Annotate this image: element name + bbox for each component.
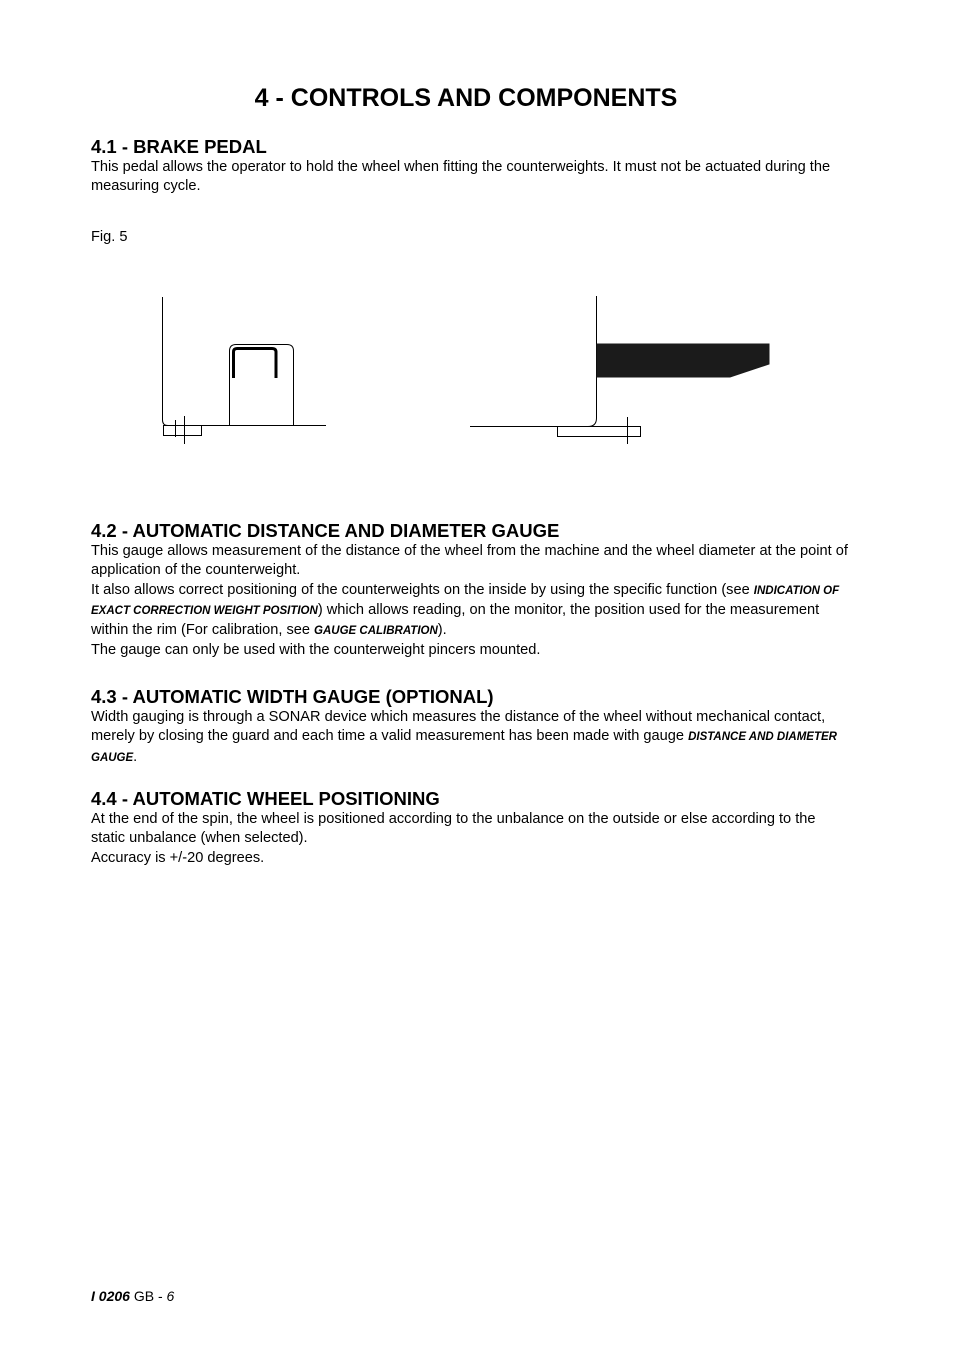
pedal-side-view: [163, 297, 327, 444]
section-distance-diameter-gauge: [91, 520, 851, 661]
section-body: This pedal allows the operator to hold the wheel when fitting the counterweights. It must not be actuated during the measuring cycle.: [91, 159, 831, 195]
section-paragraph: [91, 708, 851, 768]
cross-reference: INDICATION OF EXACT CORRECTION WEIGHT POSITION: [91, 584, 840, 617]
cross-reference: GAUGE CALIBRATION: [314, 625, 438, 638]
section-wheel-positioning: [91, 788, 851, 868]
page-number: 6: [166, 1288, 175, 1304]
page-footer: [91, 1288, 174, 1304]
section-paragraph: This gauge allows measurement of the distance of the wheel from the machine and the wheel diameter at the point of application of the counterweight.: [91, 543, 848, 579]
document-code: I 0206: [91, 1288, 130, 1304]
section-heading: 4.4 - AUTOMATIC WHEEL POSITIONING: [91, 788, 440, 809]
section-heading: 4.1 - BRAKE PEDAL: [91, 136, 267, 157]
text-run: It also allows correct positioning of the counterweights on the inside by using the specific function (see: [91, 581, 754, 598]
text-run: ) which allows reading, on the monitor, the position used for the measurement within the rim (For calibration, see: [91, 601, 820, 639]
section-paragraph: At the end of the spin, the wheel is positioned according to the unbalance on the outside or else according to the static unbalance (when selected).: [91, 811, 816, 847]
section-heading: 4.3 - AUTOMATIC WIDTH GAUGE (OPTIONAL): [91, 686, 494, 707]
footer-separator: -: [154, 1288, 167, 1304]
section-heading: 4.2 - AUTOMATIC DISTANCE AND DIAMETER GAUGE: [91, 520, 560, 541]
pedal-front-view: [470, 296, 769, 444]
section-paragraph: [91, 581, 851, 642]
cross-reference: DISTANCE AND DIAMETER GAUGE: [91, 731, 837, 764]
page-title: 4 - CONTROLS AND COMPONENTS: [254, 84, 678, 112]
figure-brake-pedal-diagram: [0, 0, 954, 500]
text-run: .: [133, 748, 138, 765]
section-paragraph: The gauge can only be used with the counterweight pincers mounted.: [91, 642, 541, 659]
figure-label: Fig. 5: [91, 229, 128, 245]
text-run: ).: [437, 622, 447, 639]
language-code: GB: [133, 1288, 155, 1304]
text-run: Width gauging is through a SONAR device which measures the distance of the wheel without mechanical contact, merely by closing the guard and each time a valid measurement has been made with gauge: [91, 709, 826, 745]
section-width-gauge: [91, 686, 851, 768]
section-paragraph: Accuracy is +/-20 degrees.: [91, 849, 265, 866]
